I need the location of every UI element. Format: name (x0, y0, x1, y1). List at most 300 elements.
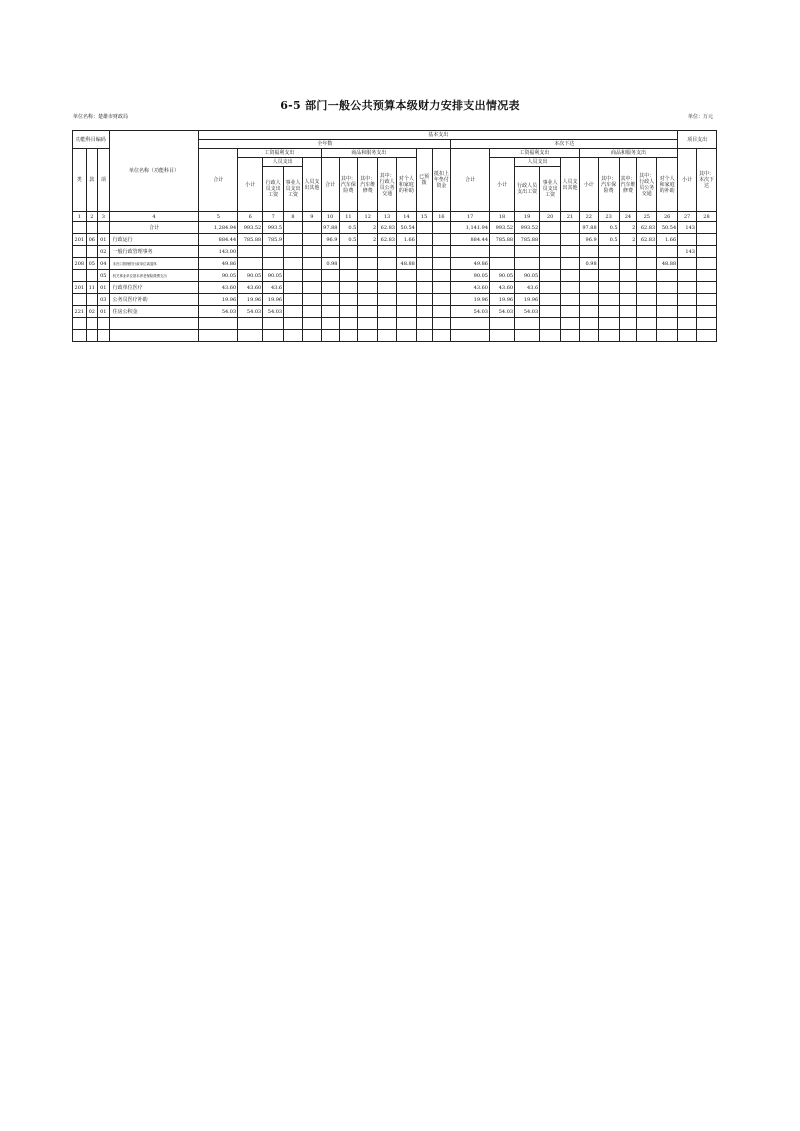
value-cell: 19.96 (199, 294, 238, 306)
value-cell (321, 282, 339, 294)
value-cell: 2 (358, 222, 378, 234)
personnel-header: 人员支出 (263, 158, 303, 167)
column-index-cell: 5 (199, 212, 238, 222)
value-cell (238, 330, 263, 342)
value-cell: 54.03 (515, 306, 540, 318)
subsidy-header: 对个人和家庭的补助 (396, 158, 416, 212)
total2-header: 合计 (451, 149, 490, 212)
value-cell (416, 330, 432, 342)
table-row (73, 330, 717, 342)
xiang-cell: 03 (98, 294, 110, 306)
item-name-cell: 公务员医疗补助 (109, 294, 199, 306)
value-cell (696, 318, 716, 330)
goods-subtotal2-header: 小计 (579, 158, 598, 212)
value-cell (284, 222, 303, 234)
value-cell (263, 318, 284, 330)
value-cell (540, 282, 561, 294)
xiang-cell: 02 (98, 246, 110, 258)
column-index-cell: 28 (696, 212, 716, 222)
value-cell: 43.60 (451, 282, 490, 294)
value-cell (358, 246, 378, 258)
value-cell (396, 282, 416, 294)
admin-wage2-header: 行政人员支出工资 (515, 167, 540, 212)
column-index-row (73, 212, 717, 222)
value-cell (579, 330, 598, 342)
inst-wage2-header: 事业人员支出工资 (540, 167, 561, 212)
value-cell (416, 270, 432, 282)
value-cell (339, 330, 358, 342)
goods2-header: 商品和服务支出 (579, 149, 677, 158)
value-cell (378, 282, 397, 294)
xiang-cell: 01 (98, 234, 110, 246)
value-cell (598, 246, 619, 258)
xiang-cell (98, 318, 110, 330)
value-cell (396, 246, 416, 258)
value-cell (321, 270, 339, 282)
lei-cell (73, 330, 87, 342)
value-cell (561, 330, 580, 342)
value-cell (432, 294, 451, 306)
value-cell (339, 246, 358, 258)
table-row (73, 234, 717, 246)
xiang-cell (98, 222, 110, 234)
value-cell (678, 294, 697, 306)
lei-cell: 201 (73, 282, 87, 294)
value-cell: 1.66 (657, 234, 678, 246)
value-cell (321, 318, 339, 330)
table-row (73, 222, 717, 234)
column-index-cell: 8 (284, 212, 303, 222)
value-cell: 90.05 (199, 270, 238, 282)
value-cell: 19.96 (263, 294, 284, 306)
full-year-header: 全年数 (199, 140, 451, 149)
other-personnel2-header: 人员支出其他 (561, 158, 580, 212)
lei-header: 类 (73, 149, 87, 212)
value-cell: 50.54 (657, 222, 678, 234)
value-cell (561, 282, 580, 294)
value-cell (490, 246, 515, 258)
car-repair-header: 其中：汽车维修费 (358, 158, 378, 212)
value-cell (678, 234, 697, 246)
value-cell (579, 282, 598, 294)
column-index-cell: 6 (238, 212, 263, 222)
item-name-cell (109, 330, 199, 342)
lei-cell (73, 294, 87, 306)
name-header: 单位名称（功能科目） (109, 131, 199, 212)
table-row (73, 282, 717, 294)
value-cell: 50.54 (396, 222, 416, 234)
value-cell (378, 270, 397, 282)
this-time-header: 本次下达 (451, 140, 678, 149)
value-cell (619, 270, 637, 282)
column-index-cell: 17 (451, 212, 490, 222)
value-cell (451, 246, 490, 258)
value-cell: 48.88 (657, 258, 678, 270)
value-cell (540, 270, 561, 282)
value-cell (637, 258, 657, 270)
value-cell (358, 270, 378, 282)
admin-transport2-header: 其中：行政人员公务交通 (637, 158, 657, 212)
value-cell: 48.88 (396, 258, 416, 270)
value-cell (284, 246, 303, 258)
item-name-cell: 机关事业单位基本养老保险缴费支出 (109, 270, 199, 282)
value-cell: 2 (358, 234, 378, 246)
value-cell (598, 318, 619, 330)
lei-cell (73, 222, 87, 234)
value-cell (302, 282, 321, 294)
value-cell: 993.52 (490, 222, 515, 234)
value-cell: 0.5 (598, 234, 619, 246)
value-cell: 19.96 (515, 294, 540, 306)
value-cell (302, 234, 321, 246)
column-index-cell: 1 (73, 212, 87, 222)
value-cell (416, 222, 432, 234)
value-cell: 785.88 (515, 234, 540, 246)
column-index-cell: 2 (86, 212, 97, 222)
value-cell: 43.6 (263, 282, 284, 294)
value-cell (396, 270, 416, 282)
xiang-header: 项 (98, 149, 110, 212)
kuan-cell: 11 (86, 282, 97, 294)
value-cell (432, 222, 451, 234)
value-cell (619, 246, 637, 258)
value-cell (696, 306, 716, 318)
column-index-cell: 23 (598, 212, 619, 222)
value-cell (696, 294, 716, 306)
value-cell (561, 258, 580, 270)
value-cell: 19.96 (238, 294, 263, 306)
value-cell (284, 306, 303, 318)
value-cell (619, 282, 637, 294)
value-cell (432, 234, 451, 246)
value-cell: 1,141.94 (451, 222, 490, 234)
xiang-cell: 04 (98, 258, 110, 270)
column-index-cell: 14 (396, 212, 416, 222)
kuan-cell (86, 222, 97, 234)
value-cell: 0.5 (339, 222, 358, 234)
table-row (73, 294, 717, 306)
value-cell (199, 318, 238, 330)
value-cell (540, 294, 561, 306)
value-cell (696, 246, 716, 258)
value-cell: 54.03 (199, 306, 238, 318)
value-cell (416, 282, 432, 294)
value-cell (358, 258, 378, 270)
kuan-cell: 05 (86, 258, 97, 270)
car-repair2-header: 其中：汽车维修费 (619, 158, 637, 212)
value-cell (579, 270, 598, 282)
value-cell (321, 294, 339, 306)
value-cell (598, 330, 619, 342)
value-cell (284, 318, 303, 330)
value-cell: 62.83 (378, 234, 397, 246)
value-cell (302, 330, 321, 342)
value-cell (358, 318, 378, 330)
lei-cell (73, 270, 87, 282)
kuan-header: 款 (86, 149, 97, 212)
value-cell (378, 258, 397, 270)
value-cell (598, 270, 619, 282)
value-cell (302, 306, 321, 318)
value-cell: 785.9 (263, 234, 284, 246)
value-cell (378, 294, 397, 306)
unit-label: 单位：万元 (687, 114, 713, 120)
table-body (73, 222, 717, 342)
value-cell: 90.05 (490, 270, 515, 282)
value-cell (657, 306, 678, 318)
value-cell (637, 330, 657, 342)
value-cell: 90.05 (515, 270, 540, 282)
column-index-cell: 13 (378, 212, 397, 222)
value-cell (696, 234, 716, 246)
value-cell (238, 318, 263, 330)
value-cell (358, 294, 378, 306)
value-cell: 1,284.94 (199, 222, 238, 234)
unit-name-label: 单位名称：楚雄市财政局 (73, 114, 129, 120)
column-index-cell: 12 (358, 212, 378, 222)
goods-header: 商品和服务支出 (321, 149, 416, 158)
value-cell (416, 258, 432, 270)
value-cell (238, 246, 263, 258)
value-cell (339, 258, 358, 270)
value-cell: 54.03 (490, 306, 515, 318)
value-cell (432, 270, 451, 282)
value-cell: 62.83 (378, 222, 397, 234)
value-cell (432, 258, 451, 270)
value-cell (579, 246, 598, 258)
value-cell: 49.86 (199, 258, 238, 270)
value-cell: 143 (678, 222, 697, 234)
value-cell (579, 294, 598, 306)
value-cell (321, 246, 339, 258)
value-cell (284, 258, 303, 270)
value-cell (637, 246, 657, 258)
value-cell (378, 330, 397, 342)
value-cell (432, 330, 451, 342)
func-code-header: 功能科目编码 (73, 131, 110, 149)
value-cell (302, 270, 321, 282)
admin-wage-header: 行政人员支出工资 (263, 167, 284, 212)
project-header: 项目支出 (678, 131, 717, 149)
kuan-cell (86, 270, 97, 282)
value-cell (657, 270, 678, 282)
value-cell: 54.03 (263, 306, 284, 318)
admin-transport-header: 其中：行政人员公务交通 (378, 158, 397, 212)
value-cell (490, 318, 515, 330)
value-cell: 785.88 (490, 234, 515, 246)
column-index-cell: 11 (339, 212, 358, 222)
value-cell (284, 270, 303, 282)
kuan-cell (86, 330, 97, 342)
column-index-cell: 26 (657, 212, 678, 222)
column-index-cell: 15 (416, 212, 432, 222)
item-name-cell: 行政运行 (109, 234, 199, 246)
value-cell (339, 282, 358, 294)
other-personnel-header: 人员支出其他 (302, 158, 321, 212)
value-cell (302, 258, 321, 270)
value-cell (540, 318, 561, 330)
car-insurance-header: 其中：汽车保险费 (339, 158, 358, 212)
value-cell (561, 318, 580, 330)
value-cell (515, 258, 540, 270)
proj-this-time-header: 其中：本次下达 (696, 149, 716, 212)
wage-header: 工资福利支出 (238, 149, 322, 158)
table-row (73, 246, 717, 258)
value-cell (657, 282, 678, 294)
value-cell: 0.5 (598, 222, 619, 234)
basic-header: 基本支出 (199, 131, 678, 140)
value-cell: 2 (619, 222, 637, 234)
value-cell (678, 318, 697, 330)
value-cell: 143 (678, 246, 697, 258)
value-cell: 43.60 (199, 282, 238, 294)
kuan-cell (86, 294, 97, 306)
value-cell (416, 294, 432, 306)
value-cell: 785.88 (238, 234, 263, 246)
value-cell (579, 306, 598, 318)
goods-total-header: 合计 (321, 158, 339, 212)
lei-cell: 201 (73, 234, 87, 246)
item-name-cell: 合计 (109, 222, 199, 234)
kuan-cell: 06 (86, 234, 97, 246)
value-cell (432, 246, 451, 258)
value-cell (358, 306, 378, 318)
value-cell (561, 234, 580, 246)
value-cell (619, 258, 637, 270)
value-cell (598, 294, 619, 306)
value-cell: 993.5 (263, 222, 284, 234)
value-cell (396, 306, 416, 318)
table-row (73, 318, 717, 330)
value-cell (657, 330, 678, 342)
value-cell (432, 318, 451, 330)
value-cell (515, 246, 540, 258)
value-cell (637, 270, 657, 282)
value-cell (598, 282, 619, 294)
value-cell (540, 258, 561, 270)
value-cell: 90.05 (263, 270, 284, 282)
item-name-cell: 未归口管理的行政单位离退休 (109, 258, 199, 270)
value-cell (302, 294, 321, 306)
value-cell (637, 306, 657, 318)
value-cell (199, 330, 238, 342)
column-index-cell: 16 (432, 212, 451, 222)
value-cell (396, 294, 416, 306)
value-cell: 54.03 (238, 306, 263, 318)
column-index-cell: 10 (321, 212, 339, 222)
value-cell (416, 234, 432, 246)
value-cell (678, 330, 697, 342)
value-cell (263, 246, 284, 258)
value-cell (561, 270, 580, 282)
value-cell (657, 318, 678, 330)
lei-cell (73, 318, 87, 330)
value-cell (263, 330, 284, 342)
value-cell (678, 258, 697, 270)
value-cell (302, 318, 321, 330)
value-cell: 993.52 (515, 222, 540, 234)
item-name-cell: 一般行政管理事务 (109, 246, 199, 258)
value-cell: 2 (619, 234, 637, 246)
value-cell: 43.6 (515, 282, 540, 294)
value-cell: 143.00 (199, 246, 238, 258)
column-index-cell: 27 (678, 212, 697, 222)
value-cell: 62.83 (637, 234, 657, 246)
value-cell: 19.96 (451, 294, 490, 306)
column-index-cell: 20 (540, 212, 561, 222)
value-cell (339, 294, 358, 306)
value-cell (451, 318, 490, 330)
column-index-cell: 3 (98, 212, 110, 222)
value-cell: 43.60 (238, 282, 263, 294)
value-cell (416, 306, 432, 318)
proj-subtotal-header: 小计 (678, 149, 697, 212)
value-cell (378, 318, 397, 330)
column-index-cell: 7 (263, 212, 284, 222)
value-cell (515, 330, 540, 342)
value-cell (561, 294, 580, 306)
value-cell (339, 318, 358, 330)
value-cell (678, 306, 697, 318)
item-name-cell (109, 318, 199, 330)
table-row (73, 270, 717, 282)
subtotal2-header: 小计 (490, 158, 515, 212)
value-cell (637, 282, 657, 294)
value-cell: 0.5 (339, 234, 358, 246)
value-cell (657, 294, 678, 306)
value-cell (619, 318, 637, 330)
value-cell (416, 318, 432, 330)
table-row (73, 258, 717, 270)
column-index-cell: 24 (619, 212, 637, 222)
value-cell (619, 306, 637, 318)
value-cell (284, 234, 303, 246)
value-cell (540, 234, 561, 246)
value-cell (432, 306, 451, 318)
value-cell (678, 270, 697, 282)
value-cell (321, 330, 339, 342)
value-cell: 884.44 (199, 234, 238, 246)
table-header (73, 131, 717, 222)
value-cell (619, 330, 637, 342)
value-cell (238, 258, 263, 270)
value-cell: 19.96 (490, 294, 515, 306)
value-cell (302, 246, 321, 258)
value-cell (416, 246, 432, 258)
lei-cell: 208 (73, 258, 87, 270)
value-cell (598, 258, 619, 270)
value-cell: 97.88 (579, 222, 598, 234)
value-cell (637, 318, 657, 330)
value-cell (540, 306, 561, 318)
value-cell (284, 294, 303, 306)
value-cell (561, 246, 580, 258)
value-cell (696, 282, 716, 294)
value-cell: 54.03 (451, 306, 490, 318)
value-cell: 0.98 (321, 258, 339, 270)
value-cell (432, 282, 451, 294)
value-cell (696, 222, 716, 234)
value-cell (619, 294, 637, 306)
value-cell: 62.83 (637, 222, 657, 234)
value-cell (396, 330, 416, 342)
value-cell (358, 282, 378, 294)
value-cell (284, 282, 303, 294)
value-cell (339, 306, 358, 318)
value-cell (598, 306, 619, 318)
lei-cell (73, 246, 87, 258)
item-name-cell: 住房公积金 (109, 306, 199, 318)
